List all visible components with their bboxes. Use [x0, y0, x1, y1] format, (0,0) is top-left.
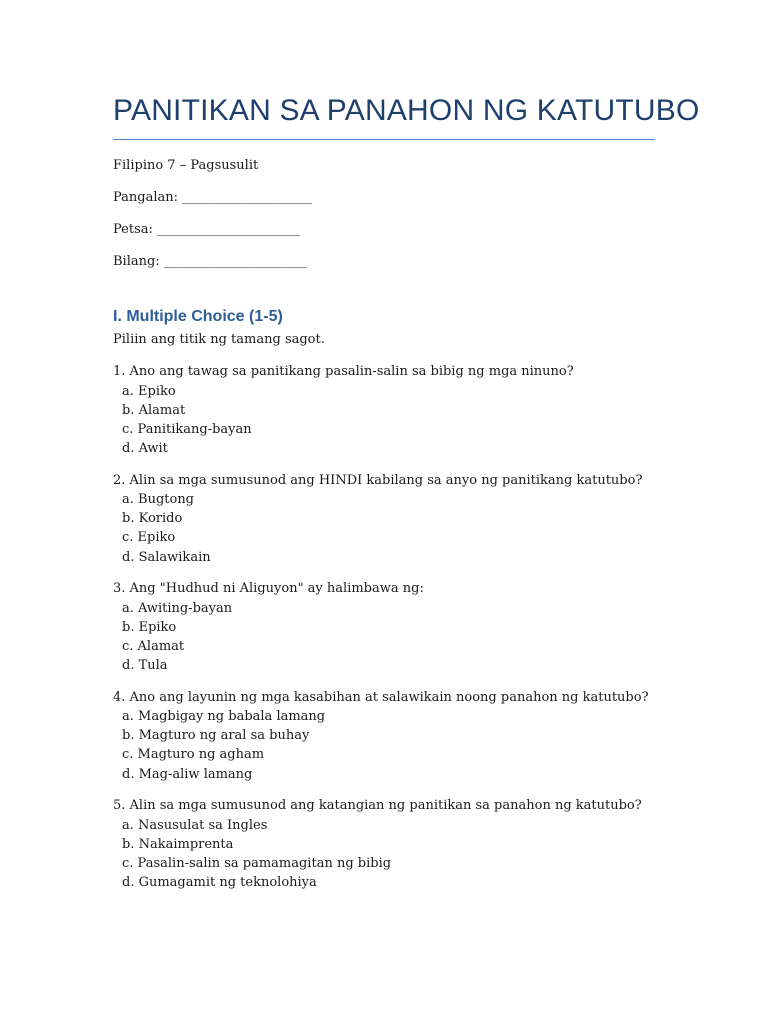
- section-heading: I. Multiple Choice (1-5): [113, 308, 283, 325]
- choice-c: c. Magturo ng agham: [122, 747, 265, 763]
- name-field: Pangalan: ____________________: [113, 190, 313, 205]
- question-text: 1. Ano ang tawag sa panitikang pasalin-salin sa bibig ng mga ninuno?: [113, 364, 574, 379]
- choice-b: b. Nakaimprenta: [122, 836, 234, 852]
- choice-c: c. Alamat: [122, 638, 185, 654]
- choice-a: a. Awiting-bayan: [122, 600, 233, 616]
- question-4: [113, 690, 673, 799]
- choice-d: d. Tula: [122, 658, 168, 674]
- choice-a: a. Epiko: [122, 383, 176, 399]
- choice-a: a. Magbigay ng babala lamang: [122, 709, 326, 724]
- choice-b: b. Korido: [122, 511, 183, 527]
- date-field: Petsa: ______________________: [113, 222, 301, 237]
- choice-b: b. Magturo ng aral sa buhay: [122, 728, 310, 744]
- question-3: [113, 581, 673, 690]
- number-field: Bilang: ______________________: [113, 254, 307, 269]
- choice-d: d. Gumagamit ng teknolohiya: [122, 875, 317, 891]
- choice-d: d. Awit: [122, 441, 168, 457]
- header-fields: [113, 158, 312, 286]
- choice-a: a. Bugtong: [122, 492, 195, 507]
- page-title: PANITIKAN SA PANAHON NG KATUTUBO: [113, 94, 700, 127]
- question-text: 2. Alin sa mga sumusunod ang HINDI kabilang sa anyo ng panitikang katutubo?: [113, 472, 643, 488]
- question-list: [113, 364, 673, 907]
- choice-c: c. Panitikang-bayan: [122, 421, 252, 437]
- choice-c: c. Pasalin-salin sa pamamagitan ng bibig: [122, 855, 392, 871]
- choice-b: b. Epiko: [122, 619, 177, 635]
- question-text: 5. Alin sa mga sumusunod ang katangian ng panitikan sa panahon ng katutubo?: [113, 798, 642, 813]
- choice-c: c. Epiko: [122, 530, 176, 546]
- choice-a: a. Nasusulat sa Ingles: [122, 817, 268, 833]
- choice-d: d. Salawikain: [122, 549, 211, 565]
- title-underline: [113, 139, 655, 140]
- section-instructions: Piliin ang titik ng tamang sagot.: [113, 332, 325, 347]
- question-text: 4. Ano ang layunin ng mga kasabihan at salawikain noong panahon ng katutubo?: [113, 689, 649, 705]
- question-5: [113, 798, 673, 907]
- subject-line: Filipino 7 – Pagsusulit: [113, 158, 259, 173]
- question-1: [113, 364, 673, 473]
- question-text: 3. Ang "Hudhud ni Aliguyon" ay halimbawa ng:: [113, 581, 424, 596]
- choice-b: b. Alamat: [122, 402, 186, 418]
- question-2: [113, 473, 673, 582]
- choice-d: d. Mag-aliw lamang: [122, 766, 253, 782]
